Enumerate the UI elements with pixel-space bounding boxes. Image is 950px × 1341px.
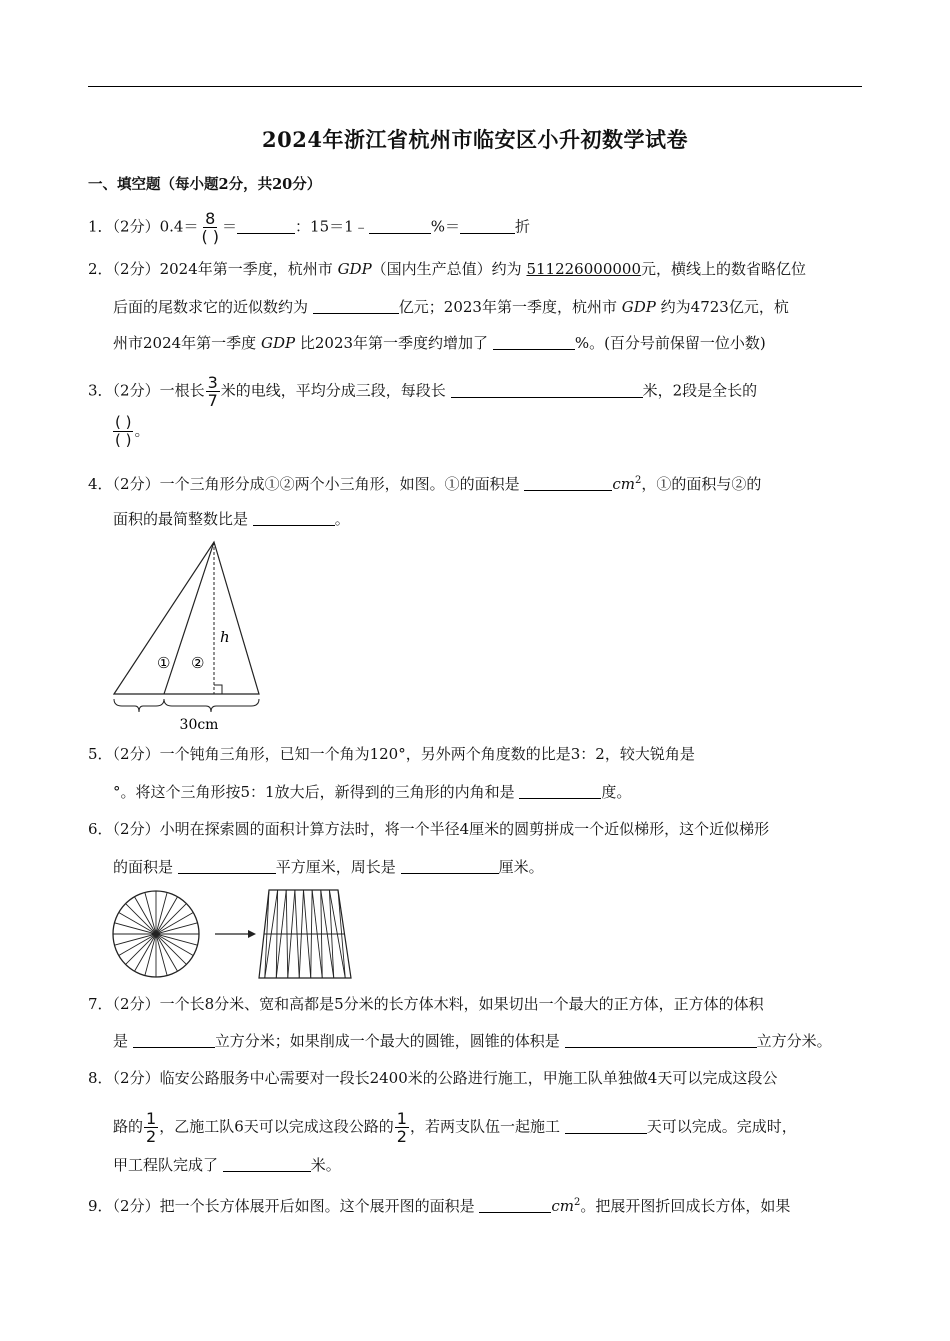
question-4: 4．（2分）一个三角形分成①②两个小三角形，如图。①的面积是 $cm^2$，①的面积与②的 bbox=[88, 475, 762, 493]
question-2: 2．（2分）2024年第一季度，杭州市 GDP（国内生产总值）约为 511226000000元，横线上的数省略亿位 bbox=[88, 260, 807, 278]
question-score: （2分） bbox=[112, 260, 160, 278]
answer-blank[interactable] bbox=[565, 1032, 757, 1048]
answer-blank[interactable] bbox=[479, 1197, 551, 1213]
approx-trapezoid bbox=[259, 890, 351, 978]
question-score: （2分） bbox=[112, 1069, 160, 1087]
question-number: 1． bbox=[88, 217, 113, 236]
right-angle-mark bbox=[214, 685, 222, 694]
page-title: 2024年浙江省杭州市临安区小升初数学试卷 bbox=[262, 127, 688, 152]
fraction: $\frac{3}{7}$ bbox=[207, 373, 218, 410]
question-number: 5． bbox=[88, 745, 113, 763]
answer-blank[interactable] bbox=[524, 475, 612, 491]
question-8-line-2: 路的 $\frac{1}{2}$ ，乙施工队6天可以完成这段公路的 $\frac{1}{2}$ ，若两支队伍一起施工 天可以完成。完成时， bbox=[113, 1109, 797, 1146]
answer-blank[interactable] bbox=[223, 1156, 311, 1172]
question-score: （2分） bbox=[112, 995, 160, 1013]
question-2-line-2: 后面的尾数求它的近似数约为 亿元；2023年第一季度，杭州市 GDP 约为4723亿元，杭 bbox=[113, 298, 789, 316]
question-7-line-2: 是 立方分米；如果削成一个最大的圆锥，圆锥的体积是 立方分米。 bbox=[113, 1032, 832, 1050]
underlined-value: 511226000000 bbox=[526, 260, 641, 278]
answer-blank[interactable] bbox=[519, 783, 601, 799]
answer-blank[interactable] bbox=[369, 218, 431, 234]
question-9: 9．（2分）把一个长方体展开后如图。这个展开图的面积是 $cm^2$。把展开图折回成长方体，如果 bbox=[88, 1197, 791, 1215]
triangle-figure bbox=[100, 535, 280, 740]
fraction: $\frac{1}{2}$ bbox=[396, 1109, 407, 1146]
base-label: 30cm bbox=[179, 717, 219, 733]
brace-1 bbox=[114, 699, 164, 712]
answer-blank[interactable] bbox=[460, 218, 515, 234]
question-5-line-2: °。将这个三角形按5：1放大后，新得到的三角形的内角和是 度。 bbox=[113, 783, 632, 801]
answer-blank[interactable] bbox=[133, 1032, 215, 1048]
question-8: 8．（2分）临安公路服务中心需要对一段长2400米的公路进行施工，甲施工队单独做4天可以完成这段公 bbox=[88, 1069, 778, 1087]
question-score: （2分） bbox=[112, 1197, 160, 1215]
question-number: 2． bbox=[88, 260, 113, 278]
question-6: 6．（2分）小明在探索圆的面积计算方法时，将一个半径4厘米的圆剪拼成一个近似梯形，这个近似梯形 bbox=[88, 820, 770, 838]
answer-blank[interactable] bbox=[565, 1118, 647, 1134]
header-rule bbox=[88, 86, 862, 87]
fraction: $\frac{1}{2}$ bbox=[146, 1109, 157, 1146]
triangle-outline bbox=[114, 542, 259, 694]
question-number: 3． bbox=[88, 381, 113, 400]
answer-blank[interactable] bbox=[178, 858, 276, 874]
question-3: 3．（2分）一根长 $\frac{3}{7}$ 米的电线，平均分成三段，每段长 米，2段是全长的 bbox=[88, 373, 758, 410]
fraction-blank[interactable]: $\frac{( )}{( )}$ bbox=[115, 413, 132, 449]
section-heading: 一、填空题（每小题2分，共20分） bbox=[88, 176, 322, 193]
question-7: 7．（2分）一个长8分米、宽和高都是5分米的长方体木料，如果切出一个最大的正方体，正方体的体积 bbox=[88, 995, 764, 1013]
question-number: 4． bbox=[88, 475, 113, 493]
answer-blank[interactable] bbox=[253, 510, 335, 526]
region-1-label: ① bbox=[157, 654, 171, 672]
sectored-circle bbox=[113, 891, 199, 977]
question-number: 9． bbox=[88, 1197, 113, 1215]
answer-blank[interactable] bbox=[451, 382, 643, 398]
question-8-line-3: 甲工程队完成了 米。 bbox=[113, 1156, 341, 1174]
question-1: 1．（2分）0.4＝ $\frac{8}{( )}$ ＝ ：15＝1﹣ %＝ 折 bbox=[88, 209, 530, 246]
question-score: （2分） bbox=[112, 217, 160, 236]
question-5: 5．（2分）一个钝角三角形，已知一个角为120°，另外两个角度数的比是3：2，较大锐角是 bbox=[88, 745, 695, 763]
answer-blank[interactable] bbox=[493, 334, 575, 350]
arrow-icon bbox=[215, 930, 256, 938]
question-2-line-3: 州市2024年第一季度 GDP 比2023年第一季度约增加了 %。(百分号前保留一位小数) bbox=[113, 334, 766, 352]
height-label: h bbox=[220, 628, 230, 646]
question-number: 6． bbox=[88, 820, 113, 838]
question-number: 7． bbox=[88, 995, 113, 1013]
dividing-line bbox=[164, 542, 214, 694]
fraction: $\frac{8}{( )}$ bbox=[201, 209, 220, 246]
region-2-label: ② bbox=[191, 654, 205, 672]
question-score: （2分） bbox=[112, 381, 160, 400]
question-4-line-2: 面积的最简整数比是 。 bbox=[113, 510, 350, 528]
brace-2 bbox=[164, 699, 259, 712]
question-number: 8． bbox=[88, 1069, 113, 1087]
answer-blank[interactable] bbox=[237, 218, 295, 234]
question-3-fraction-blank: $\frac{( )}{( )}$ 。 bbox=[115, 413, 150, 449]
circle-to-trapezoid-figure bbox=[108, 884, 358, 984]
answer-blank[interactable] bbox=[313, 298, 399, 314]
question-score: （2分） bbox=[112, 820, 160, 838]
question-score: （2分） bbox=[112, 745, 160, 763]
question-6-line-2: 的面积是 平方厘米，周长是 厘米。 bbox=[113, 858, 544, 876]
question-score: （2分） bbox=[112, 475, 160, 493]
answer-blank[interactable] bbox=[401, 858, 499, 874]
